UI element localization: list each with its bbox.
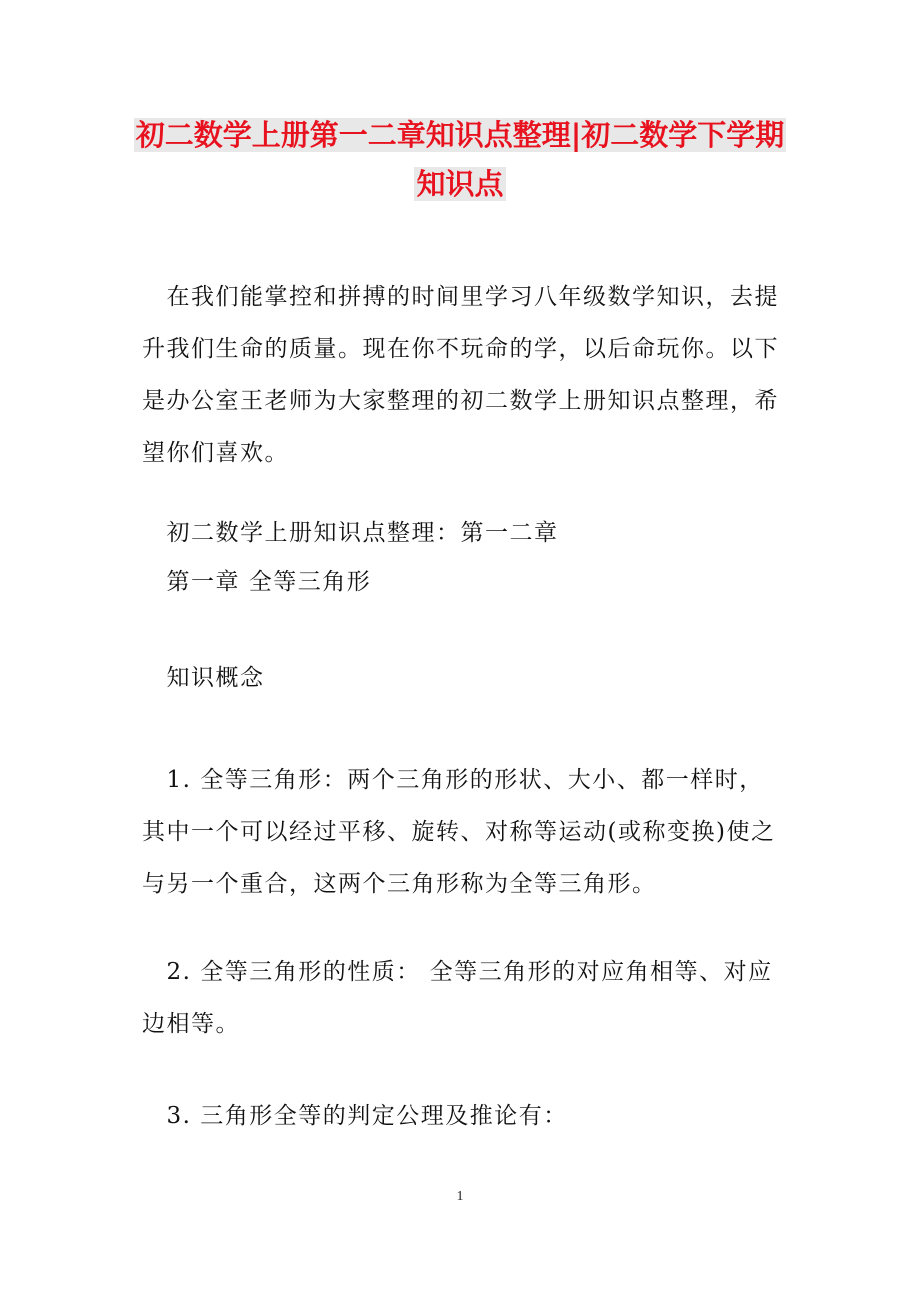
concept-heading: 知识概念 (142, 665, 265, 691)
document-title-line-2: 知识点 (416, 167, 504, 201)
page-number: 1 (456, 1189, 464, 1204)
list-item-1: 1. 全等三角形：两个三角形的形状、大小、都一样时，其中一个可以经过平移、旋转、对称等运动(或称变换)使之与另一个重合，这两个三角形称为全等三角形。 (142, 767, 776, 897)
document-title-line-1: 初二数学上册第一二章知识点整理|初二数学下学期 (135, 118, 785, 152)
section-heading: 初二数学上册知识点整理：第一二章 (142, 520, 559, 546)
intro-paragraph: 在我们能掌控和拼搏的时间里学习八年级数学知识，去提升我们生命的质量。现在你不玩命的学，以后命玩你。以下是办公室王老师为大家整理的初二数学上册知识点整理，希望你们喜欢。 (142, 284, 779, 466)
chapter-heading: 第一章 全等三角形 (142, 569, 372, 595)
list-item-3: 3. 三角形全等的判定公理及推论有： (142, 1103, 568, 1129)
list-item-2: 2. 全等三角形的性质： 全等三角形的对应角相等、对应边相等。 (142, 959, 773, 1037)
